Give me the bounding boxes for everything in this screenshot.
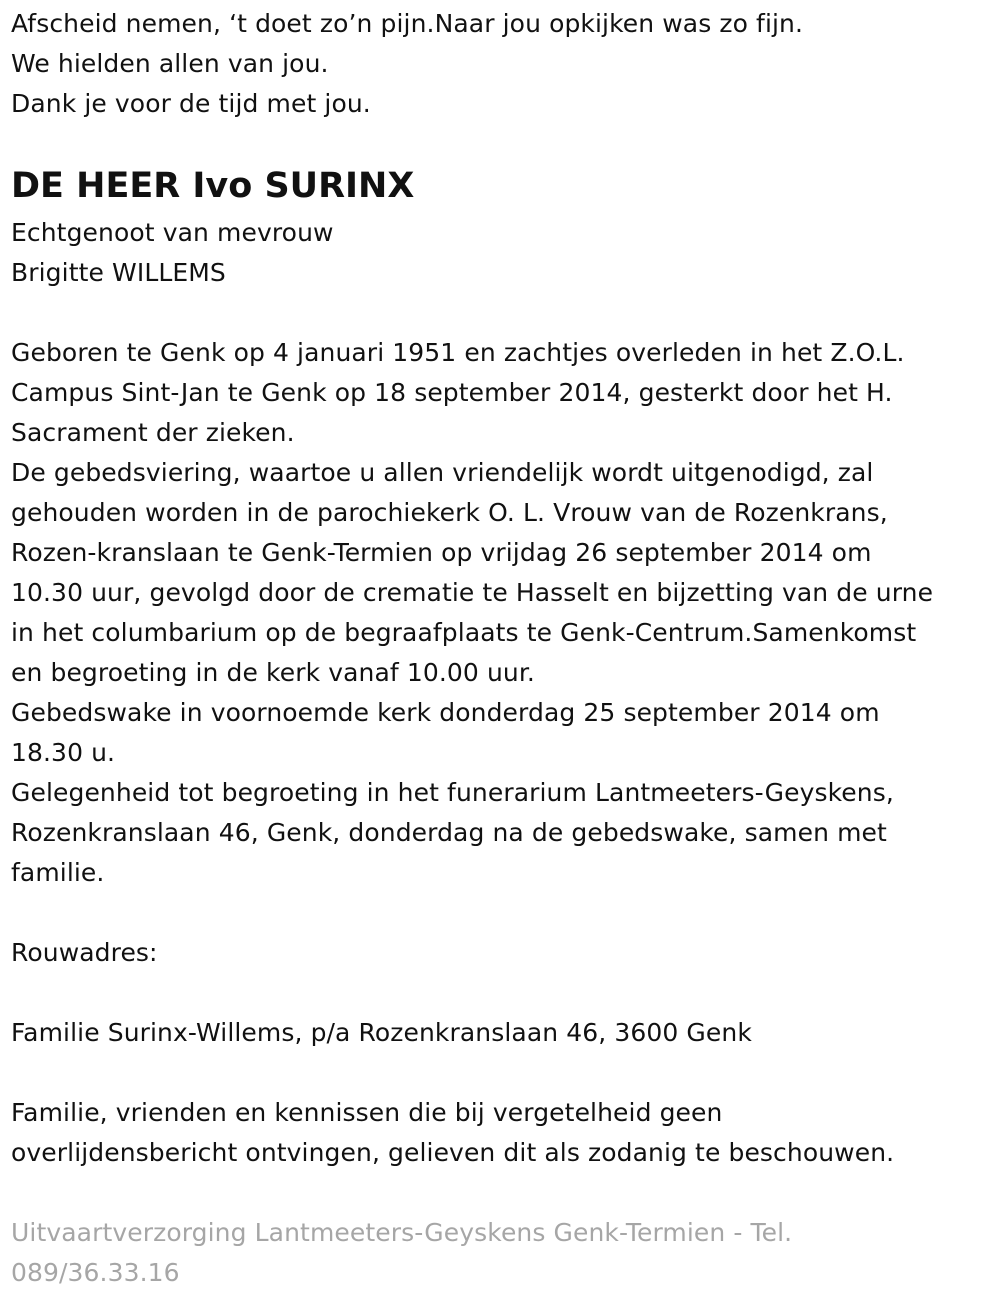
poem-line: Afscheid nemen, ‘t doet zo’n pijn.Naar jou opkijken was zo fijn. (11, 9, 804, 38)
body-line: Sacrament der zieken. (11, 418, 295, 447)
poem (11, 4, 803, 124)
spouse-info (11, 213, 334, 293)
body-line: Geboren te Genk op 4 januari 1951 en zachtjes overleden in het Z.O.L. (11, 338, 905, 367)
body-line: Campus Sint-Jan te Genk op 18 september 2014, gesterkt door het H. (11, 378, 893, 407)
body-line: Rozenkranslaan 46, Genk, donderdag na de gebedswake, samen met (11, 818, 887, 847)
family-notice (11, 1093, 894, 1173)
body-line: Rozen-kranslaan te Genk-Termien op vrijdag 26 september 2014 om (11, 538, 872, 567)
footer-line: 089/36.33.16 (11, 1258, 180, 1287)
body-line: 18.30 u. (11, 738, 116, 767)
footer-line: Uitvaartverzorging Lantmeeters-Geyskens Genk-Termien - Tel. (11, 1218, 793, 1247)
address-label: Rouwadres: (11, 938, 158, 967)
poem-line: We hielden allen van jou. (11, 49, 329, 78)
body-line: 10.30 uur, gevolgd door de crematie te Hasselt en bijzetting van de urne (11, 578, 934, 607)
body-line: Gebedswake in voornoemde kerk donderdag 25 september 2014 om (11, 698, 880, 727)
spouse-line: Brigitte WILLEMS (11, 258, 226, 287)
funeral-home-footer (11, 1213, 792, 1293)
notice-body (11, 333, 933, 893)
body-line: Gelegenheid tot begroeting in het funerarium Lantmeeters-Geyskens, (11, 778, 894, 807)
body-line: in het columbarium op de begraafplaats te Genk-Centrum.Samenkomst (11, 618, 917, 647)
body-line: en begroeting in de kerk vanaf 10.00 uur. (11, 658, 535, 687)
deceased-name: DE HEER Ivo SURINX (11, 166, 415, 206)
body-line: familie. (11, 858, 105, 887)
mourning-address: Familie Surinx-Willems, p/a Rozenkranslaan 46, 3600 Genk (11, 1018, 752, 1047)
poem-line: Dank je voor de tijd met jou. (11, 89, 371, 118)
notice-line: overlijdensbericht ontvingen, gelieven dit als zodanig te beschouwen. (11, 1138, 895, 1167)
spouse-line: Echtgenoot van mevrouw (11, 218, 334, 247)
body-line: De gebedsviering, waartoe u allen vriendelijk wordt uitgenodigd, zal (11, 458, 874, 487)
notice-line: Familie, vrienden en kennissen die bij vergetelheid geen (11, 1098, 723, 1127)
body-line: gehouden worden in de parochiekerk O. L. Vrouw van de Rozenkrans, (11, 498, 888, 527)
